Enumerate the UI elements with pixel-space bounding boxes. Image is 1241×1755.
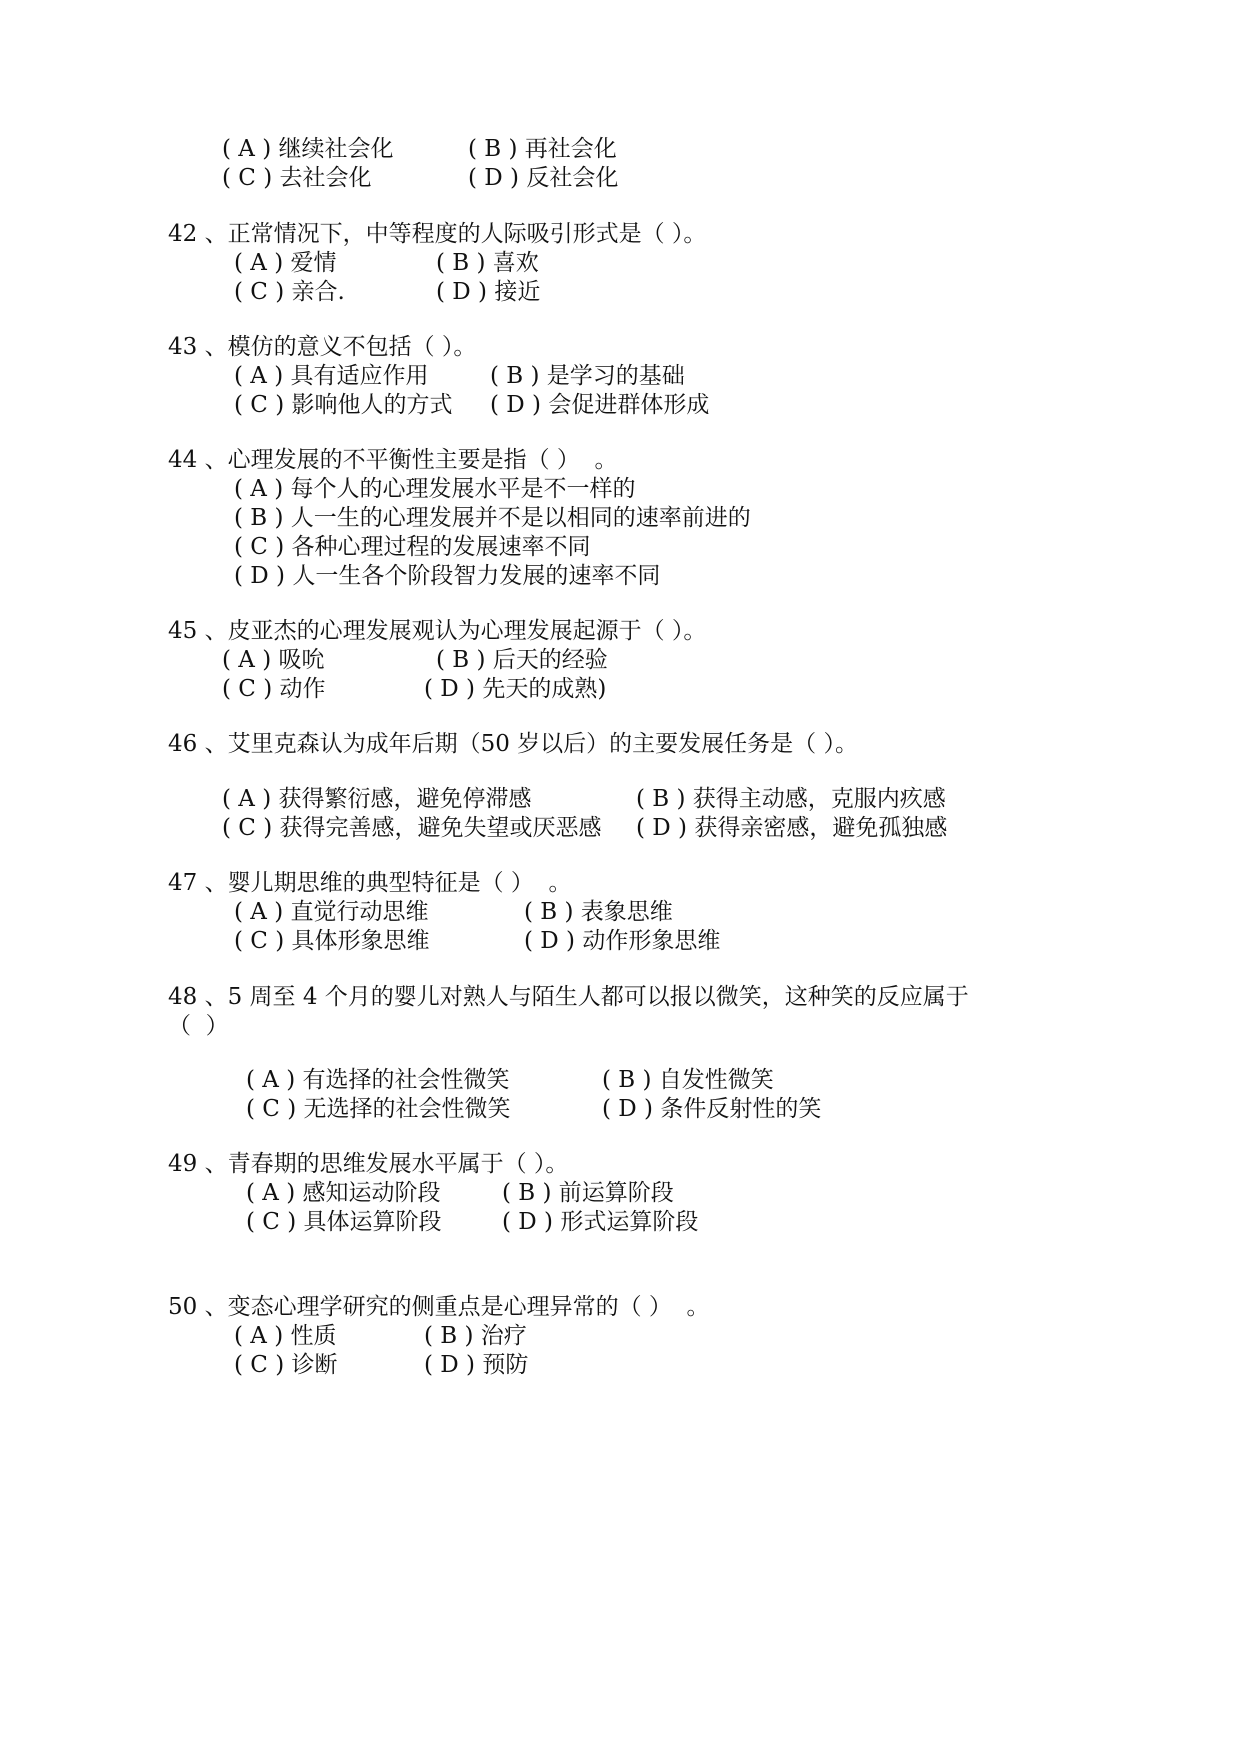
- q46-option-b: ( B ) 获得主动感，克服内疚感: [636, 786, 946, 812]
- q50-option-b: ( B ) 治疗: [424, 1323, 527, 1349]
- q44-option-d: ( D ) 人一生各个阶段智力发展的速率不同: [234, 563, 661, 589]
- q43-option-c: ( C ) 影响他人的方式: [234, 392, 453, 418]
- q42-stem: 42 、正常情况下，中等程度的人际吸引形式是（ ）。: [168, 221, 707, 247]
- q48-stem: 48 、5 周至 4 个月的婴儿对熟人与陌生人都可以报以微笑，这种笑的反应属于: [168, 984, 969, 1010]
- q47-stem: 47 、婴儿期思维的典型特征是（ ） 。: [168, 870, 572, 896]
- q50-option-c: ( C ) 诊断: [234, 1352, 338, 1378]
- q43-option-a: ( A ) 具有适应作用: [234, 363, 429, 389]
- q50-stem: 50 、变态心理学研究的侧重点是心理异常的（ ） 。: [168, 1294, 710, 1320]
- q45-option-a: ( A ) 吸吮: [222, 647, 325, 673]
- q46-option-c: ( C ) 获得完善感，避免失望或厌恶感: [222, 815, 602, 841]
- q44-option-a: ( A ) 每个人的心理发展水平是不一样的: [234, 476, 636, 502]
- q48-option-a: ( A ) 有选择的社会性微笑: [246, 1067, 510, 1093]
- q43-option-d: ( D ) 会促进群体形成: [490, 392, 710, 418]
- q50-option-a: ( A ) 性质: [234, 1323, 337, 1349]
- q48-option-d: ( D ) 条件反射性的笑: [602, 1096, 822, 1122]
- q45-option-b: ( B ) 后天的经验: [436, 647, 608, 673]
- q41-option-b: ( B ) 再社会化: [468, 136, 617, 162]
- q50-option-d: ( D ) 预防: [424, 1352, 529, 1378]
- q42-option-a: ( A ) 爱情: [234, 250, 337, 276]
- q43-stem: 43 、模仿的意义不包括（ ）。: [168, 334, 477, 360]
- q42-option-b: ( B ) 喜欢: [436, 250, 539, 276]
- q44-option-b: ( B ) 人一生的心理发展并不是以相同的速率前进的: [234, 505, 751, 531]
- q41-option-d: ( D ) 反社会化: [468, 165, 619, 191]
- q42-option-c: ( C ) 亲合.: [234, 279, 345, 305]
- q46-stem: 46 、艾里克森认为成年后期（50 岁以后）的主要发展任务是（ ）。: [168, 731, 858, 757]
- q49-option-c: ( C ) 具体运算阶段: [246, 1209, 442, 1235]
- q42-option-d: ( D ) 接近: [436, 279, 541, 305]
- q49-option-d: ( D ) 形式运算阶段: [502, 1209, 699, 1235]
- q47-option-a: ( A ) 直觉行动思维: [234, 899, 429, 925]
- q48-option-b: ( B ) 自发性微笑: [602, 1067, 774, 1093]
- q46-option-d: ( D ) 获得亲密感，避免孤独感: [636, 815, 948, 841]
- q46-option-a: ( A ) 获得繁衍感，避免停滞感: [222, 786, 532, 812]
- q41-option-a: ( A ) 继续社会化: [222, 136, 394, 162]
- q43-option-b: ( B ) 是学习的基础: [490, 363, 685, 389]
- q49-option-a: ( A ) 感知运动阶段: [246, 1180, 441, 1206]
- q41-option-c: ( C ) 去社会化: [222, 165, 372, 191]
- q45-option-c: ( C ) 动作: [222, 676, 326, 702]
- q47-option-d: ( D ) 动作形象思维: [524, 928, 721, 954]
- q44-option-c: ( C ) 各种心理过程的发展速率不同: [234, 534, 591, 560]
- q44-stem: 44 、心理发展的不平衡性主要是指（ ） 。: [168, 447, 618, 473]
- q48-option-c: ( C ) 无选择的社会性微笑: [246, 1096, 511, 1122]
- q49-option-b: ( B ) 前运算阶段: [502, 1180, 674, 1206]
- q47-option-b: ( B ) 表象思维: [524, 899, 673, 925]
- q49-stem: 49 、青春期的思维发展水平属于（ ）。: [168, 1151, 569, 1177]
- q47-option-c: ( C ) 具体形象思维: [234, 928, 430, 954]
- q45-stem: 45 、皮亚杰的心理发展观认为心理发展起源于（ ）。: [168, 618, 707, 644]
- q45-option-d: ( D ) 先天的成熟): [424, 676, 607, 702]
- q48-stem-continuation: （ ）: [168, 1013, 229, 1039]
